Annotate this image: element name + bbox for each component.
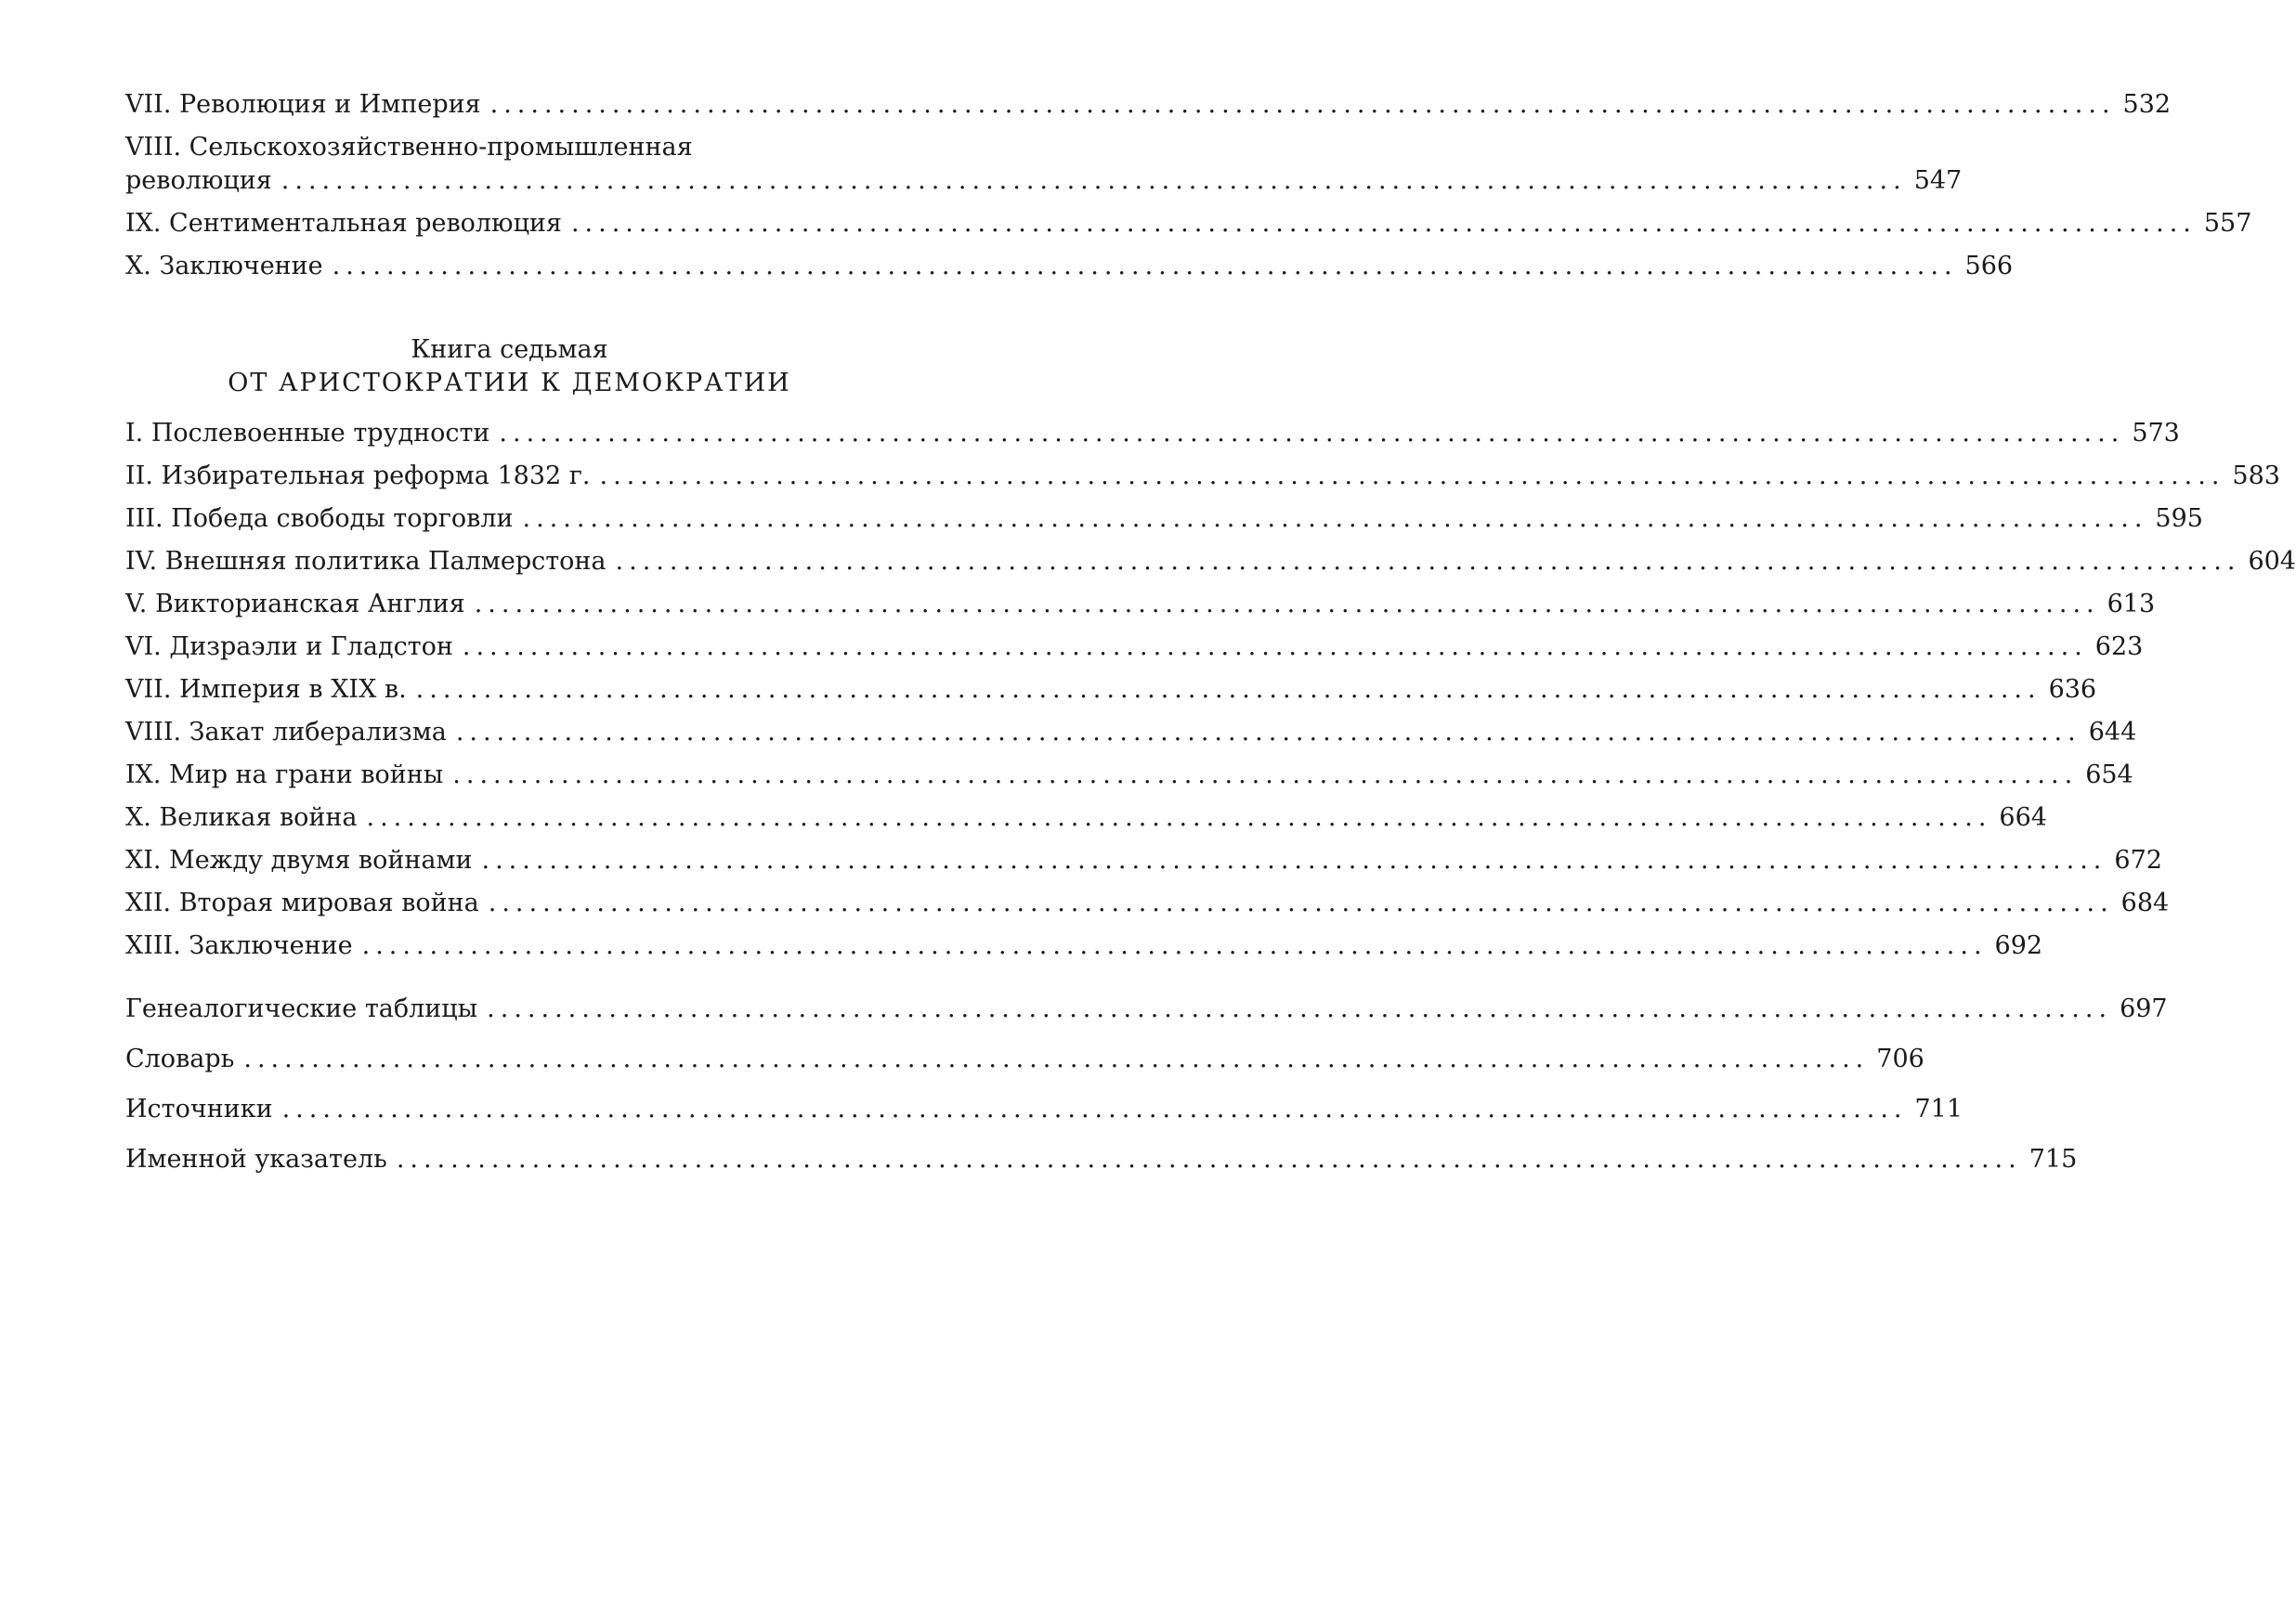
toc-section-appendix xyxy=(125,993,2168,1193)
toc-entry-title: VI. Дизраэли и Гладстон xyxy=(125,632,453,661)
toc-entry-page: 623 xyxy=(2094,632,2144,661)
toc-entry-page: 654 xyxy=(2085,760,2133,789)
toc-entry-title: XI. Между двумя войнами xyxy=(125,846,473,875)
toc-entry-page: 706 xyxy=(1876,1045,1924,1073)
toc-entry-page: 672 xyxy=(2114,846,2162,875)
toc-entry-title-line1: VIII. Сельскохозяйственно-промышленная xyxy=(125,133,693,162)
toc-entry-title: V. Викторианская Англия xyxy=(125,590,465,618)
toc-entry-title-line2: революция xyxy=(125,166,272,195)
dot-leader: ........................................................................................................................ xyxy=(462,632,2088,661)
toc-entry-page: 532 xyxy=(2122,90,2172,119)
toc-entry-page: 697 xyxy=(2120,994,2168,1023)
dot-leader: ........................................................................................................................ xyxy=(243,1045,1870,1073)
dot-leader: ........................................................................................................................ xyxy=(396,1145,2022,1174)
toc-entry-title: XIII. Заключение xyxy=(125,931,353,960)
toc-entry[interactable] xyxy=(125,88,2172,131)
dot-leader: ........................................................................................................................ xyxy=(332,252,1958,280)
toc-entry-title: III. Победа свободы торговли xyxy=(125,504,514,533)
toc-entry-page: 547 xyxy=(1913,166,1963,195)
dot-leader: ........................................................................................................................ xyxy=(474,590,2100,618)
toc-entry[interactable] xyxy=(125,1093,1963,1143)
toc-entry-title: XII. Вторая мировая война xyxy=(125,889,479,917)
toc-entry-title: VII. Революция и Империя xyxy=(125,90,481,119)
toc-entry-page: 644 xyxy=(2088,718,2137,747)
toc-entry-page: 664 xyxy=(1999,803,2047,832)
toc-entry-page: 684 xyxy=(2120,889,2170,917)
book-label: Книга седьмая xyxy=(411,335,608,364)
dot-leader: ........................................................................................................................ xyxy=(455,718,2081,747)
book-header xyxy=(125,333,894,400)
toc-entry-page: 566 xyxy=(1964,252,2014,280)
dot-leader: ........................................................................................................................ xyxy=(366,803,1992,832)
toc-entry[interactable] xyxy=(125,759,2133,801)
dot-leader: ........................................................................................................................ xyxy=(280,166,1907,195)
dot-leader: ........................................................................................................................ xyxy=(481,846,2107,875)
toc-entry-title: Словарь xyxy=(125,1045,235,1073)
toc-entry[interactable] xyxy=(125,673,2097,716)
toc-entry-page: 715 xyxy=(2029,1145,2078,1174)
toc-entry-page: 583 xyxy=(2232,461,2280,490)
dot-leader: ........................................................................................................................ xyxy=(522,504,2148,533)
toc-entry-title: Генеалогические таблицы xyxy=(125,994,478,1023)
dot-leader: ........................................................................................................................ xyxy=(488,889,2114,917)
toc-entry[interactable] xyxy=(125,417,2180,460)
dot-leader: ........................................................................................................................ xyxy=(570,209,2197,238)
dot-leader: ........................................................................................................................ xyxy=(415,675,2042,704)
toc-entry-title: X. Заключение xyxy=(125,252,323,280)
book-title: ОТ АРИСТОКРАТИИ К ДЕМОКРАТИИ xyxy=(228,369,791,397)
toc-entry-page: 711 xyxy=(1914,1095,1963,1124)
toc-entry[interactable] xyxy=(125,630,2144,673)
toc-entry[interactable] xyxy=(125,1043,1924,1093)
toc-entry-page: 595 xyxy=(2155,504,2203,533)
dot-leader: ........................................................................................................................ xyxy=(281,1095,1908,1124)
toc-entry[interactable] xyxy=(125,844,2162,887)
dot-leader: ........................................................................................................................ xyxy=(361,931,1988,960)
toc-section-book-seven xyxy=(125,417,2296,972)
toc-entry[interactable] xyxy=(125,207,2252,250)
toc-entry-title: I. Послевоенные трудности xyxy=(125,419,490,448)
toc-entry[interactable] xyxy=(125,588,2156,630)
toc-entry[interactable] xyxy=(125,545,2296,588)
toc-entry[interactable] xyxy=(125,131,1963,198)
toc-entry-title: Именной указатель xyxy=(125,1145,387,1174)
toc-entry-page: 613 xyxy=(2107,590,2156,618)
toc-entry-page: 636 xyxy=(2048,675,2097,704)
toc-entry[interactable] xyxy=(125,502,2203,545)
toc-entry-page: 557 xyxy=(2203,209,2252,238)
toc-entry-title: IX. Мир на грани войны xyxy=(125,760,444,789)
toc-entry-title: II. Избирательная реформа 1832 г. xyxy=(125,461,591,490)
toc-entry[interactable] xyxy=(125,993,2168,1043)
toc-entry-title: VIII. Закат либерализма xyxy=(125,718,447,747)
table-of-contents xyxy=(125,88,2296,1193)
toc-entry-title: VII. Империя в XIX в. xyxy=(125,675,407,704)
toc-entry[interactable] xyxy=(125,1143,2078,1193)
dot-leader: ........................................................................................................................ xyxy=(615,547,2241,576)
toc-entry-title: IV. Внешняя политика Палмерстона xyxy=(125,547,607,576)
toc-entry-title: X. Великая война xyxy=(125,803,358,832)
toc-entry-page: 604 xyxy=(2248,547,2296,576)
toc-entry-page: 692 xyxy=(1994,931,2043,960)
toc-entry[interactable] xyxy=(125,716,2137,759)
toc-entry[interactable] xyxy=(125,460,2280,502)
toc-entry-title: IX. Сентиментальная революция xyxy=(125,209,562,238)
dot-leader: ........................................................................................................................ xyxy=(599,461,2225,490)
toc-entry-page: 573 xyxy=(2132,419,2180,448)
toc-entry[interactable] xyxy=(125,887,2170,929)
toc-entry-title: Источники xyxy=(125,1095,273,1124)
dot-leader: ........................................................................................................................ xyxy=(489,90,2116,119)
toc-entry[interactable] xyxy=(125,250,2014,292)
dot-leader: ........................................................................................................................ xyxy=(499,419,2125,448)
toc-entry[interactable] xyxy=(125,929,2043,972)
toc-section-previous-book xyxy=(125,88,2252,292)
dot-leader: ........................................................................................................................ xyxy=(452,760,2079,789)
toc-entry[interactable] xyxy=(125,801,2047,844)
dot-leader: ........................................................................................................................ xyxy=(487,994,2113,1023)
